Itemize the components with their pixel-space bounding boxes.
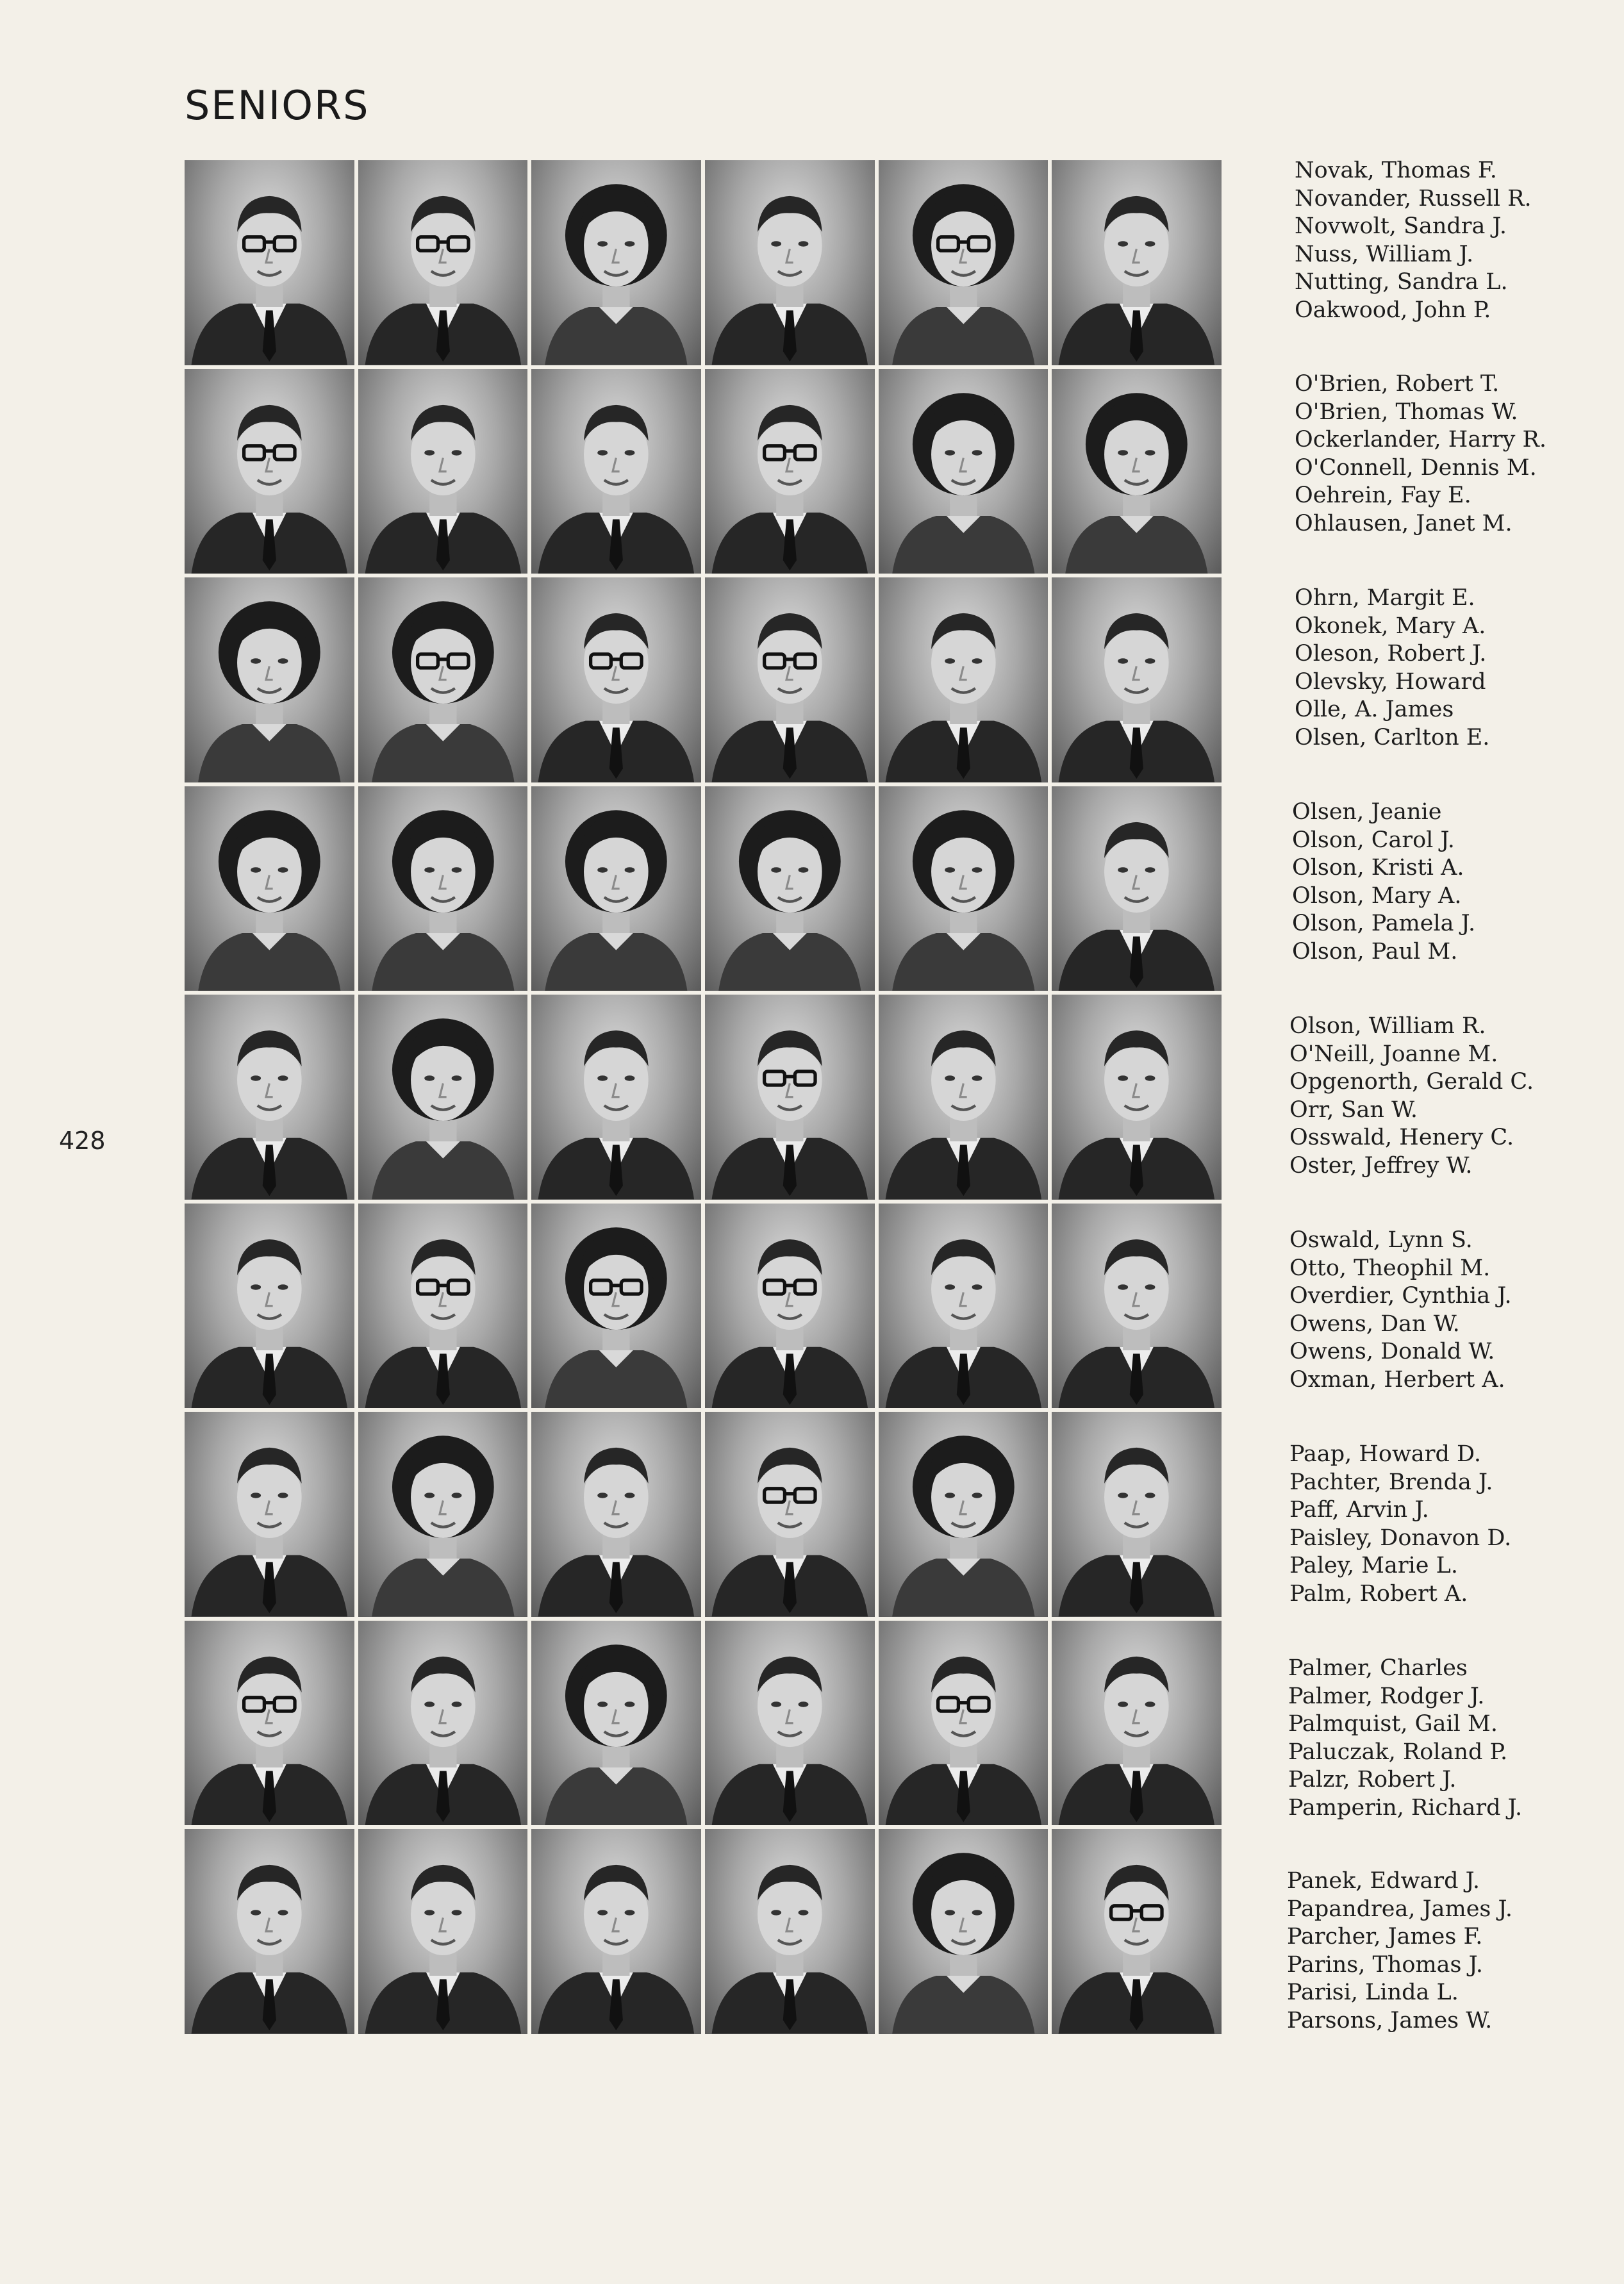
student-name: Oakwood, John P. (1295, 297, 1491, 323)
student-name: Overdier, Cynthia J. (1289, 1283, 1512, 1309)
portrait-photo (1052, 160, 1222, 365)
name-group (1289, 1227, 1597, 1394)
portrait-photo (531, 1829, 701, 2034)
portrait-photo (185, 369, 354, 574)
student-name: Olson, Mary A. (1292, 882, 1462, 909)
student-name: Paap, Howard D. (1289, 1441, 1481, 1467)
student-name: Parins, Thomas J. (1287, 1951, 1484, 1978)
student-name: Ockerlander, Harry R. (1295, 427, 1547, 452)
student-name: Owens, Dan W. (1289, 1311, 1460, 1337)
portrait-photo (879, 1829, 1048, 2034)
portrait-photo (879, 369, 1048, 574)
student-name: Okonek, Mary A. (1295, 613, 1486, 639)
name-group (1295, 370, 1602, 538)
student-name: O'Connell, Dennis M. (1295, 454, 1537, 481)
portrait-photo (1052, 1204, 1222, 1409)
student-name: Olson, Paul M. (1292, 938, 1458, 964)
portrait-photo (185, 1204, 354, 1409)
student-name: Paff, Arvin J. (1289, 1497, 1429, 1523)
portrait-photo (358, 1204, 528, 1409)
student-name: Panek, Edward J. (1287, 1868, 1480, 1894)
student-name: Oleson, Robert J. (1295, 641, 1487, 666)
portrait-photo (358, 786, 528, 991)
student-name: Otto, Theophil M. (1289, 1255, 1491, 1281)
student-name: Nuss, William J. (1295, 241, 1474, 267)
student-name: Parcher, James F. (1287, 1924, 1483, 1949)
portrait-photo (879, 1621, 1048, 1826)
portrait-photo (185, 577, 354, 782)
portrait-photo (531, 1412, 701, 1617)
portrait-photo (705, 577, 875, 782)
student-name: Paisley, Donavon D. (1289, 1525, 1512, 1551)
student-name: Oxman, Herbert A. (1289, 1366, 1505, 1393)
name-group (1289, 1013, 1597, 1180)
student-name: Paley, Marie L. (1289, 1553, 1458, 1578)
portrait-photo (358, 1829, 528, 2034)
student-name: Olson, Kristi A. (1292, 855, 1464, 881)
student-name: Parsons, James W. (1287, 2007, 1493, 2033)
student-name: Olson, Carol J. (1292, 827, 1455, 853)
student-name: O'Neill, Joanne M. (1289, 1041, 1498, 1067)
name-group (1295, 584, 1602, 752)
name-group (1287, 1867, 1595, 2035)
name-group (1295, 157, 1602, 324)
portrait-photo (531, 369, 701, 574)
portrait-photo (185, 1829, 354, 2034)
student-name: Palmer, Rodger J. (1288, 1683, 1485, 1709)
portrait-photo (879, 160, 1048, 365)
student-name: Opgenorth, Gerald C. (1289, 1069, 1534, 1095)
portrait-photo (531, 160, 701, 365)
portrait-grid (185, 160, 1222, 2034)
student-name: Pamperin, Richard J. (1288, 1794, 1523, 1821)
portrait-photo (358, 995, 528, 1200)
name-group (1288, 1655, 1596, 1822)
student-name: Osswald, Henery C. (1289, 1125, 1514, 1150)
student-name: Novwolt, Sandra J. (1295, 213, 1507, 239)
portrait-photo (879, 1412, 1048, 1617)
portrait-photo (531, 1204, 701, 1409)
portrait-photo (705, 1412, 875, 1617)
portrait-photo (531, 995, 701, 1200)
portrait-photo (879, 995, 1048, 1200)
portrait-photo (1052, 995, 1222, 1200)
portrait-photo (358, 1621, 528, 1826)
student-name: Olson, William R. (1289, 1013, 1486, 1039)
portrait-photo (531, 1621, 701, 1826)
portrait-photo (705, 1621, 875, 1826)
student-name: O'Brien, Thomas W. (1295, 399, 1518, 425)
student-name: O'Brien, Robert T. (1295, 371, 1500, 397)
portrait-photo (531, 577, 701, 782)
portrait-photo (1052, 1412, 1222, 1617)
student-name: Olle, A. James (1295, 697, 1454, 722)
portrait-photo (185, 1412, 354, 1617)
student-name: Novander, Russell R. (1295, 185, 1532, 211)
student-name: Palmquist, Gail M. (1288, 1711, 1498, 1737)
portrait-photo (1052, 577, 1222, 782)
portrait-photo (358, 577, 528, 782)
portrait-photo (185, 1621, 354, 1826)
student-name: Palm, Robert A. (1289, 1580, 1468, 1607)
student-name: Oehrein, Fay E. (1295, 483, 1471, 508)
portrait-photo (705, 160, 875, 365)
name-group (1292, 799, 1600, 966)
student-name: Papandrea, James J. (1287, 1896, 1512, 1922)
portrait-photo (358, 1412, 528, 1617)
portrait-photo (185, 160, 354, 365)
portrait-photo (879, 1204, 1048, 1409)
student-name: Owens, Donald W. (1289, 1339, 1495, 1364)
portrait-photo (531, 786, 701, 991)
portrait-photo (1052, 1621, 1222, 1826)
student-name: Parisi, Linda L. (1287, 1980, 1459, 2005)
portrait-photo (1052, 369, 1222, 574)
student-name: Palzr, Robert J. (1288, 1767, 1457, 1792)
student-name: Olsen, Carlton E. (1295, 724, 1490, 750)
page-number: 428 (59, 1127, 106, 1155)
student-name: Paluczak, Roland P. (1288, 1739, 1508, 1765)
portrait-photo (1052, 1829, 1222, 2034)
student-name: Olsen, Jeanie (1292, 799, 1442, 825)
page-title: SENIORS (185, 82, 370, 129)
portrait-photo (879, 577, 1048, 782)
student-name: Pachter, Brenda J. (1289, 1469, 1493, 1495)
portrait-photo (705, 786, 875, 991)
portrait-photo (358, 160, 528, 365)
portrait-photo (705, 1204, 875, 1409)
student-name: Oster, Jeffrey W. (1289, 1152, 1473, 1179)
student-name: Nutting, Sandra L. (1295, 269, 1508, 295)
student-name: Palmer, Charles (1288, 1655, 1468, 1681)
student-name: Orr, San W. (1289, 1096, 1418, 1123)
student-name: Oswald, Lynn S. (1289, 1227, 1473, 1253)
portrait-photo (358, 369, 528, 574)
student-name: Olevsky, Howard (1295, 668, 1486, 695)
portrait-photo (185, 786, 354, 991)
portrait-photo (1052, 786, 1222, 991)
portrait-photo (879, 786, 1048, 991)
name-group (1289, 1441, 1597, 1608)
portrait-photo (185, 995, 354, 1200)
student-name: Ohlausen, Janet M. (1295, 510, 1512, 536)
student-name: Olson, Pamela J. (1292, 911, 1476, 936)
portrait-photo (705, 369, 875, 574)
student-name: Ohrn, Margit E. (1295, 585, 1475, 611)
student-name: Novak, Thomas F. (1295, 158, 1497, 183)
portrait-photo (705, 1829, 875, 2034)
portrait-photo (705, 995, 875, 1200)
